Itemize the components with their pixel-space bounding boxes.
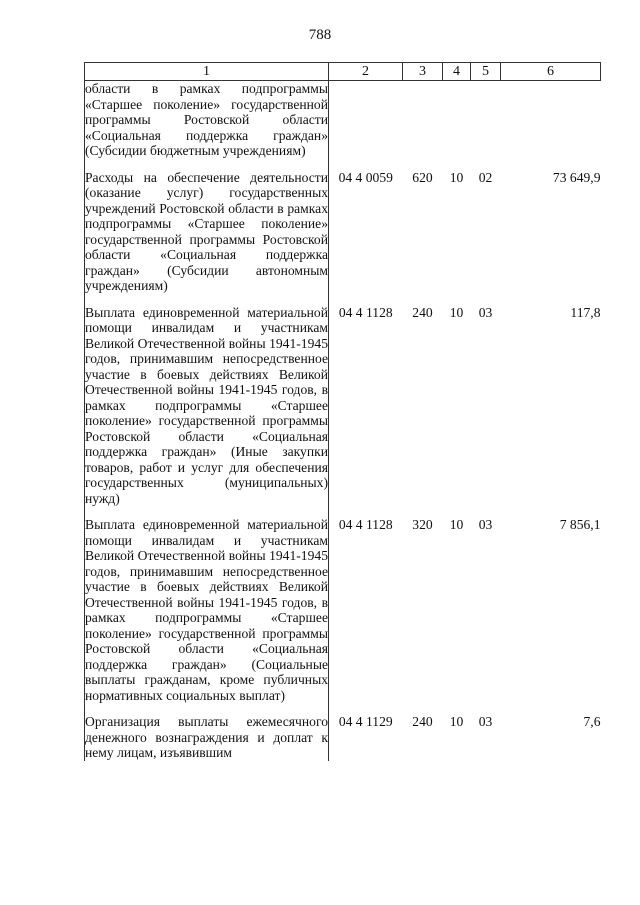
row-subsection: 03 bbox=[478, 304, 493, 320]
row-amount: 7,6 bbox=[583, 714, 601, 729]
row-expense-type bbox=[403, 81, 443, 159]
row-description: Выплата единовременной материальной помощи инвалидам и участникам Великой Отечественной войны 1941-1945 годов, принимавшим непосредственное участие в боевых действиях Великой Отечественной войны 1941-1945 годов, в рамках подпрограммы «Старшее поколение» государственной программы Ростовской области «Социальная поддержка граждан» (Социальные выплаты гражданам, кроме публичных нормативных социальных выплат) bbox=[85, 517, 328, 703]
row-expense-type: 240 bbox=[412, 304, 433, 320]
row-target-article: 04 4 1128 bbox=[338, 304, 393, 320]
table-row bbox=[85, 714, 601, 761]
row-section: 10 bbox=[449, 714, 464, 729]
budget-table bbox=[84, 62, 601, 761]
row-amount: 117,8 bbox=[570, 304, 601, 320]
table-row bbox=[85, 81, 601, 159]
column-header-description: 1 bbox=[85, 63, 329, 81]
row-description: Выплата единовременной материальной помощи инвалидам и участникам Великой Отечественной войны 1941-1945 годов, принимавшим непосредственное участие в боевых действиях Великой Отечественной войны 1941-1945 годов, в рамках подпрограммы «Старшее поколение» государственной программы Ростовской области «Социальная поддержка граждан» (Иные закупки товаров, работ и услуг для обеспечения государственных (муниципальных) нужд) bbox=[85, 304, 328, 506]
row-target-article: 04 4 0059 bbox=[338, 169, 393, 185]
row-subsection: 03 bbox=[478, 517, 493, 532]
row-spacer bbox=[85, 703, 601, 714]
row-section bbox=[443, 81, 471, 159]
row-amount: 73 649,9 bbox=[552, 169, 601, 185]
table-header-row bbox=[85, 63, 601, 81]
row-spacer bbox=[85, 159, 601, 170]
row-section: 10 bbox=[449, 169, 464, 185]
table-row bbox=[85, 305, 601, 507]
row-target-article bbox=[329, 81, 403, 159]
row-amount: 7 856,1 bbox=[559, 517, 601, 532]
row-target-article: 04 4 1129 bbox=[338, 714, 393, 729]
row-expense-type: 240 bbox=[412, 714, 433, 729]
row-amount bbox=[501, 81, 601, 159]
row-expense-type: 320 bbox=[412, 517, 433, 532]
row-subsection bbox=[471, 81, 501, 159]
row-description: области в рамках подпрограммы «Старшее поколение» государственной программы Ростовской области «Социальная поддержка граждан» (Субсидии бюджетным учреждениям) bbox=[85, 81, 328, 158]
row-target-article: 04 4 1128 bbox=[338, 517, 393, 532]
column-header-section: 4 bbox=[443, 63, 471, 81]
row-section: 10 bbox=[449, 517, 464, 532]
row-subsection: 02 bbox=[478, 169, 493, 185]
column-header-amount: 6 bbox=[501, 63, 601, 81]
table-row bbox=[85, 170, 601, 294]
column-header-expense-type: 3 bbox=[403, 63, 443, 81]
page-number: 788 bbox=[308, 27, 332, 43]
row-expense-type: 620 bbox=[412, 169, 433, 185]
row-description: Расходы на обеспечение деятельности (оказание услуг) государственных учреждений Ростовской области в рамках подпрограммы «Старшее поколение» государственной программы Ростовской области «Социальная поддержка граждан» (Субсидии автономным учреждениям) bbox=[85, 169, 328, 293]
row-spacer bbox=[85, 294, 601, 305]
row-section: 10 bbox=[449, 304, 464, 320]
column-header-target-article: 2 bbox=[329, 63, 403, 81]
row-subsection: 03 bbox=[478, 714, 493, 729]
column-header-subsection: 5 bbox=[471, 63, 501, 81]
row-description: Организация выплаты ежемесячного денежного вознаграждения и доплат к нему лицам, изъявившим bbox=[85, 714, 328, 760]
table-row bbox=[85, 517, 601, 703]
row-spacer bbox=[85, 506, 601, 517]
